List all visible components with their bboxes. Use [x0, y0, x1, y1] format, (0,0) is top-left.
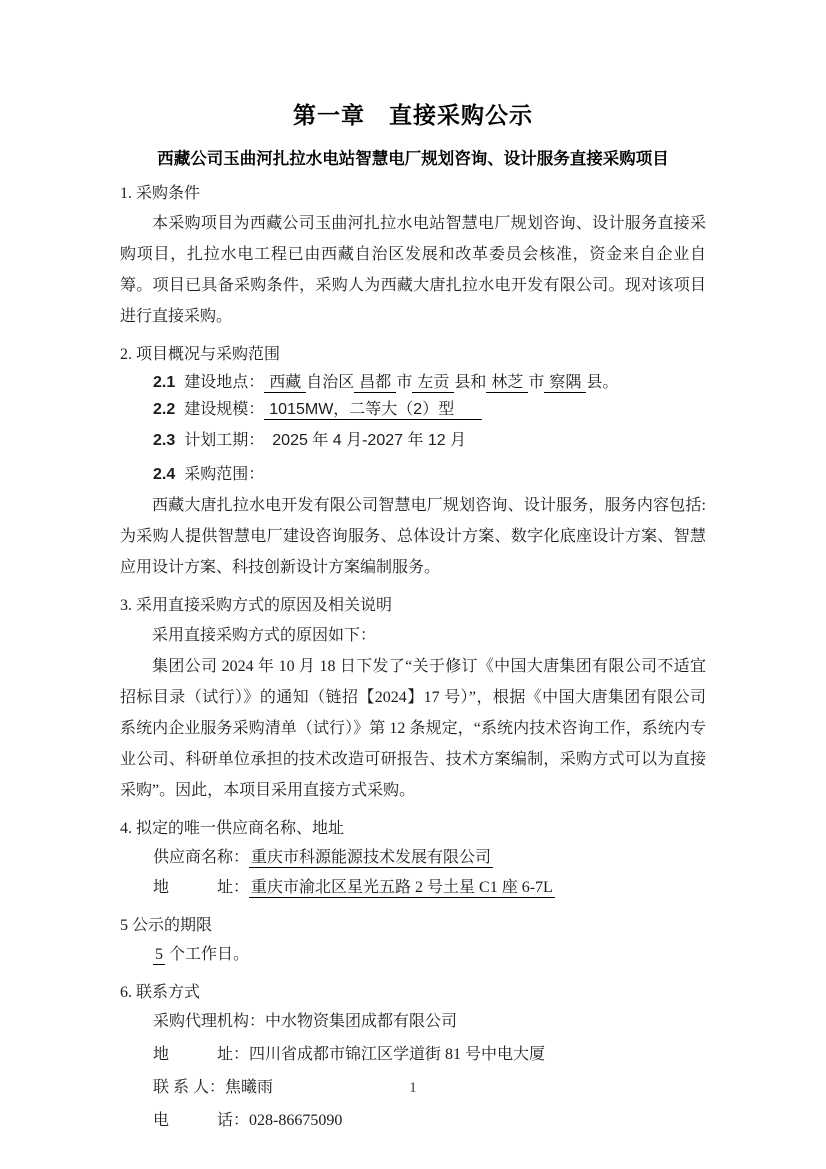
location-text: 自治区: [306, 374, 355, 391]
agency-address-label: 地 址：: [153, 1046, 250, 1063]
duration-value: 2025 年 4 月-2027 年 12 月: [256, 432, 467, 449]
item-number: 2.2: [153, 401, 176, 418]
section-6-heading: 6. 联系方式: [120, 984, 201, 1001]
location-text: 市: [396, 374, 413, 391]
section-2-scope-paragraph: 西藏大唐扎拉水电开发有限公司智慧电厂规划咨询、设计服务，服务内容包括: 为采购人提供智慧电厂建设咨询服务、总体设计方案、数字化底座设计方案、智慧应用设计方案、科技创新设计方案编制服务。: [120, 497, 706, 576]
item-label: 采购范围：: [184, 466, 265, 483]
section-1-heading: 1. 采购条件: [120, 185, 201, 202]
section-3-paragraph: 集团公司 2024 年 10 月 18 日下发了“关于修订《中国大唐集团有限公司不适宜招标目录（试行）》的通知（链招【2024】17 号）”，根据《中国大唐集团有限公司系统内企业服务采购清单（试行）》第 12 条规定，“系统内技术咨询工作，系统内专业公司、科研单位承担的技术改造可研报告、技术方案编制，采购方式可以为直接采购”。因此，本项目采用直接方式采购。: [120, 658, 706, 799]
supplier-name-line: [120, 843, 706, 873]
agency-value: 中水物资集团成都有限公司: [265, 1013, 458, 1030]
item-number: 2.1: [153, 374, 176, 391]
section-4-heading: 4. 拟定的唯一供应商名称、地址: [120, 820, 345, 837]
period-days-text: 个工作日。: [165, 946, 250, 963]
item-construction-scale: [120, 396, 706, 423]
item-number: 2.4: [153, 466, 176, 483]
location-city1-underline: 昌都: [354, 374, 396, 393]
contact-person-value: 焦曦雨: [225, 1079, 274, 1096]
agency-line: [120, 1007, 706, 1037]
item-procurement-scope: [120, 461, 706, 488]
item-planned-duration: [120, 427, 706, 454]
location-text: 市: [528, 374, 545, 391]
location-county1-underline: 左贡: [412, 374, 454, 393]
item-label: 建设规模：: [184, 401, 265, 418]
location-region-underline: 西藏: [264, 374, 306, 393]
agency-label: 采购代理机构：: [153, 1013, 266, 1030]
period-days-underline: 5: [155, 946, 163, 963]
location-city2-underline: 林芝: [486, 374, 528, 393]
phone-value: 028-86675090: [249, 1112, 343, 1129]
scale-value-underline: 1015MW，二等大（2）型: [264, 401, 482, 420]
section-5-heading: 5 公示的期限: [120, 917, 213, 934]
phone-label: 电 话：: [153, 1112, 250, 1129]
contact-person-label: 联 系 人：: [153, 1079, 226, 1096]
item-label: 建设地点：: [184, 374, 265, 391]
publicity-period-line: [120, 940, 706, 970]
location-text: 县和: [454, 374, 487, 391]
agency-address-line: [120, 1040, 706, 1070]
project-subtitle: 西藏公司玉曲河扎拉水电站智慧电厂规划咨询、设计服务直接采购项目: [157, 150, 669, 168]
section-1-paragraph: 本采购项目为西藏公司玉曲河扎拉水电站智慧电厂规划咨询、设计服务直接采购项目，扎拉水电工程已由西藏自治区发展和改革委员会核准，资金来自企业自筹。项目已具备采购条件，采购人为西藏大唐扎拉水电开发有限公司。现对该项目进行直接采购。: [120, 215, 706, 325]
item-label: 计划工期：: [184, 432, 257, 449]
supplier-name-value: 重庆市科源能源技术发展有限公司: [251, 849, 492, 866]
supplier-address-value: 重庆市渝北区星光五路 2 号土星 C1 座 6-7L: [251, 879, 553, 896]
phone-line: [120, 1106, 706, 1136]
supplier-name-label: 供应商名称：: [153, 849, 250, 866]
item-construction-location: [120, 369, 706, 396]
section-3-intro: 采用直接采购方式的原因如下：: [152, 627, 377, 644]
section-2-heading: 2. 项目概况与采购范围: [120, 346, 281, 363]
supplier-address-line: [120, 873, 706, 903]
item-number: 2.3: [153, 432, 176, 449]
location-text: 县。: [586, 374, 619, 391]
agency-address-value: 四川省成都市锦江区学道街 81 号中电大厦: [249, 1046, 546, 1063]
page-number: 1: [409, 1080, 417, 1096]
location-county2-underline: 察隅: [544, 374, 586, 393]
section-3-heading: 3. 采用直接采购方式的原因及相关说明: [120, 597, 393, 614]
chapter-title: 第一章 直接采购公示: [293, 102, 533, 128]
supplier-address-label: 地 址：: [153, 879, 250, 896]
